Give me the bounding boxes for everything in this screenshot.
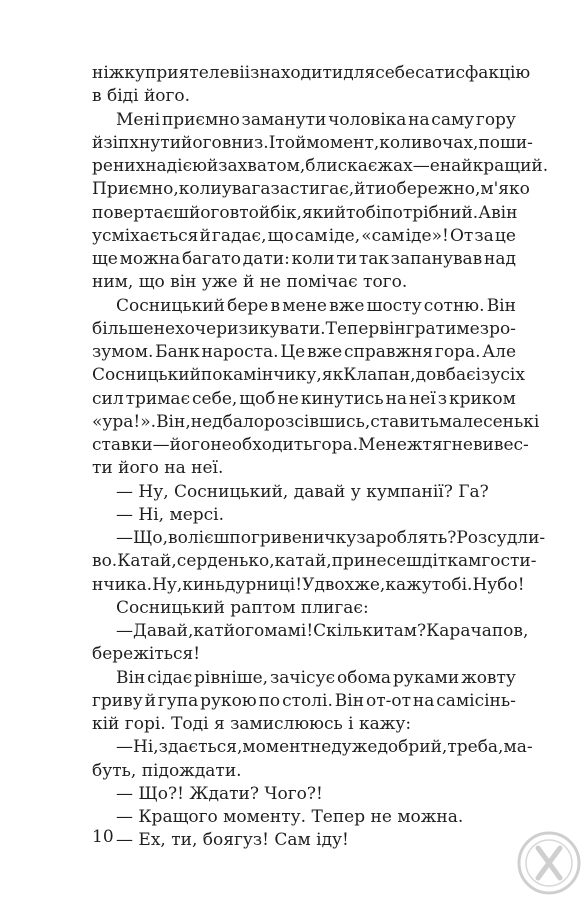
- word: це: [494, 225, 516, 246]
- word: гратиме: [405, 318, 480, 339]
- word: його: [188, 202, 230, 223]
- word: там?: [384, 621, 427, 641]
- word: застигає,: [270, 179, 355, 200]
- word: на: [412, 690, 435, 711]
- word: волієш: [168, 528, 230, 548]
- word: його: [223, 621, 265, 641]
- word: ще: [92, 249, 118, 269]
- text-line: буть, підождати.: [92, 760, 242, 781]
- word: й: [354, 179, 366, 200]
- word: —: [116, 528, 133, 548]
- word: Катай,: [117, 551, 177, 572]
- word: з: [479, 318, 490, 339]
- word: самісінь-: [436, 690, 516, 711]
- watermark-logo-icon: [516, 830, 582, 896]
- word: —: [116, 737, 133, 758]
- word: Сосницький: [92, 365, 201, 386]
- word: шосту: [366, 295, 422, 316]
- word: найкращий.: [439, 156, 549, 176]
- word: малесенькі: [438, 411, 540, 432]
- word: ставить: [370, 411, 439, 432]
- word: Сосницький: [116, 295, 225, 316]
- word: кинутись: [300, 388, 384, 409]
- word: Мені: [116, 109, 161, 130]
- word: мамі!: [264, 621, 314, 641]
- word: бере: [227, 295, 269, 316]
- text-line: [92, 736, 533, 759]
- word: жовту: [461, 667, 516, 688]
- text-line: [92, 388, 516, 411]
- word: щоб: [239, 388, 276, 409]
- word: Удвох: [302, 574, 355, 595]
- word: усіх: [490, 365, 525, 386]
- text-line: [92, 434, 529, 457]
- word: руками: [392, 667, 460, 688]
- text-line: [92, 155, 549, 178]
- word: бік,: [270, 202, 302, 223]
- text-line: [92, 411, 540, 434]
- word: —: [412, 156, 430, 176]
- word: обходить: [231, 435, 313, 455]
- word: нчика.: [92, 574, 153, 595]
- word: кат: [193, 621, 224, 641]
- text-line: [92, 248, 516, 271]
- word: серденько,: [176, 551, 275, 572]
- word: недбало: [190, 411, 264, 432]
- word: принесеш: [331, 551, 423, 572]
- word: добрий,: [377, 737, 448, 758]
- word: «сам: [361, 225, 405, 246]
- word: не: [210, 435, 232, 455]
- word: по: [200, 365, 223, 386]
- word: сил: [92, 388, 124, 409]
- word: зумом.: [92, 342, 154, 362]
- text-line: [92, 62, 531, 85]
- word: що: [267, 225, 294, 246]
- word: чоловіка: [328, 109, 407, 130]
- word: гриву: [92, 690, 143, 711]
- text-line: [92, 109, 516, 132]
- word: неї: [408, 388, 436, 409]
- text-line: [92, 178, 530, 201]
- word: іде»!: [405, 225, 449, 246]
- word: дуже: [331, 737, 378, 758]
- word: Ну,: [152, 574, 183, 595]
- word: увага: [221, 179, 271, 200]
- word: як: [321, 365, 344, 386]
- word: обома: [337, 667, 392, 688]
- word: Приємно,: [92, 179, 179, 200]
- word: для: [343, 63, 376, 83]
- text-line: — Що?! Ждати? Чого?!: [116, 783, 323, 804]
- word: і: [244, 63, 251, 83]
- text-line: [92, 690, 516, 713]
- word: Він,: [156, 411, 191, 432]
- word: більше: [92, 318, 154, 339]
- word: над: [483, 249, 516, 269]
- word: Він: [486, 295, 516, 316]
- word: вже: [329, 295, 365, 316]
- text-line: [92, 132, 533, 155]
- text-line: — Ні, мерсі.: [116, 504, 225, 525]
- word: запанував: [390, 249, 483, 269]
- word: ти: [336, 249, 358, 269]
- text-line: [92, 620, 529, 643]
- word: на: [385, 388, 408, 409]
- word: ж: [406, 435, 423, 455]
- word: тобі.: [431, 574, 473, 595]
- word: той: [275, 132, 307, 153]
- word: катай,: [274, 551, 332, 572]
- word: «ура!».: [92, 411, 157, 432]
- word: довбає: [415, 365, 476, 386]
- word: по: [258, 690, 281, 711]
- word: розсівшись,: [264, 411, 371, 432]
- word: гости-: [481, 551, 537, 572]
- page-number: 10: [92, 827, 114, 847]
- word: на: [408, 109, 430, 130]
- word: коли: [291, 249, 335, 269]
- word: Ну: [472, 574, 498, 595]
- word: приємно: [161, 109, 240, 130]
- text-line: Сосницький раптом плигає:: [116, 597, 369, 618]
- word: Банк: [155, 342, 200, 362]
- word: зачісує: [269, 667, 336, 688]
- word: надією: [145, 156, 207, 176]
- word: не: [153, 318, 176, 339]
- word: ставки: [92, 435, 153, 455]
- word: в: [270, 295, 281, 316]
- word: мене: [282, 295, 327, 316]
- word: треба,: [447, 737, 504, 758]
- text-line: [92, 295, 516, 318]
- word: справжня: [344, 342, 434, 362]
- word: вже: [306, 342, 343, 362]
- word: ма-: [503, 737, 533, 758]
- word: Але: [482, 342, 516, 362]
- word: його: [181, 132, 222, 153]
- word: момент,: [306, 132, 380, 153]
- word: Тепер: [325, 318, 380, 339]
- word: себе: [375, 63, 416, 83]
- word: так: [358, 249, 389, 269]
- word: от-от: [365, 690, 411, 711]
- word: момент: [242, 737, 310, 758]
- word: й: [199, 225, 211, 246]
- word: е: [429, 156, 440, 176]
- word: не: [309, 737, 332, 758]
- word: ти: [365, 179, 387, 200]
- word: ризикувати.: [216, 318, 326, 339]
- word: вивес-: [472, 435, 529, 455]
- word: коли: [178, 179, 222, 200]
- word: во.: [92, 551, 118, 572]
- word: в: [229, 202, 240, 223]
- text-line: ним, що він уже й не помічає того.: [92, 272, 408, 293]
- word: Карачапов,: [426, 621, 529, 641]
- word: багато: [181, 249, 241, 269]
- word: кажу: [385, 574, 432, 595]
- word: поши-: [478, 132, 533, 153]
- text-line: [92, 318, 516, 341]
- word: і: [475, 365, 482, 386]
- word: же,: [354, 574, 386, 595]
- word: який: [301, 202, 346, 223]
- text-line: [92, 550, 537, 573]
- word: гадає,: [211, 225, 267, 246]
- word: —: [152, 435, 170, 455]
- word: А: [478, 202, 492, 223]
- word: м'яко: [480, 179, 530, 200]
- word: Він: [334, 690, 365, 711]
- word: зіпхнути: [103, 132, 182, 153]
- word: ніжку: [92, 63, 146, 83]
- word: усміхається: [92, 225, 199, 246]
- text-line: [92, 225, 516, 248]
- word: очах,: [431, 132, 479, 153]
- word: здається,: [158, 737, 243, 758]
- word: приятелеві: [145, 63, 245, 83]
- word: блискає: [305, 156, 378, 176]
- text-line: [92, 667, 516, 690]
- word: з: [437, 388, 448, 409]
- word: з: [481, 365, 491, 386]
- word: рукою: [200, 690, 257, 711]
- word: він: [379, 318, 406, 339]
- word: рівніше,: [194, 667, 269, 688]
- word: не: [277, 388, 299, 409]
- word: він: [491, 202, 518, 223]
- word: саму: [431, 109, 475, 130]
- text-line: — Ну, Сосницький, давай у кумпанії? Га?: [116, 481, 489, 502]
- word: сідає: [147, 667, 193, 688]
- text-line: [92, 364, 525, 387]
- word: тягне: [422, 435, 473, 455]
- text-line: [92, 202, 516, 225]
- word: Давай,: [133, 621, 194, 641]
- word: дати:: [242, 249, 290, 269]
- text-line: кій горі. Тоді я замислююсь і кажу:: [92, 714, 412, 734]
- word: сам: [294, 225, 328, 246]
- word: діткам: [422, 551, 482, 572]
- word: іде,: [328, 225, 361, 246]
- word: кинь: [182, 574, 225, 595]
- text-line: [92, 341, 516, 364]
- word: в: [422, 132, 432, 153]
- word: коли: [379, 132, 423, 153]
- word: можна: [119, 249, 181, 269]
- word: тобі: [345, 202, 382, 223]
- word: гупа: [157, 690, 199, 711]
- word: гору: [475, 109, 516, 130]
- word: гривеничку: [251, 528, 357, 548]
- word: вниз.: [221, 132, 269, 153]
- word: гора.: [434, 342, 481, 362]
- word: І: [268, 132, 276, 153]
- text-line: [92, 527, 546, 550]
- word: Що,: [133, 528, 169, 548]
- word: заманути: [241, 109, 327, 130]
- word: по: [229, 528, 251, 548]
- body-text: [92, 62, 549, 853]
- word: бо!: [497, 574, 525, 595]
- word: Клапан,: [343, 365, 416, 386]
- text-line: [92, 574, 525, 597]
- text-line: — Кращого моменту. Тепер не можна.: [116, 807, 464, 827]
- word: Ні,: [133, 737, 159, 758]
- word: —: [116, 621, 133, 641]
- word: жах: [377, 156, 413, 176]
- word: й: [92, 132, 104, 153]
- word: камінчику,: [222, 365, 322, 386]
- word: столі.: [282, 690, 333, 711]
- word: Він: [116, 667, 146, 688]
- word: рених: [92, 156, 146, 176]
- word: той: [239, 202, 271, 223]
- word: нароста.: [201, 342, 279, 362]
- word: обережно,: [386, 179, 481, 200]
- text-line: в біді його.: [92, 86, 191, 107]
- word: за: [474, 225, 494, 246]
- word: його: [169, 435, 211, 455]
- word: тримає: [125, 388, 191, 409]
- word: себе,: [192, 388, 238, 409]
- text-line: бережіться!: [92, 644, 201, 665]
- word: хоче: [175, 318, 217, 339]
- word: криком: [448, 388, 516, 409]
- word: потрібний.: [381, 202, 479, 223]
- word: захватом,: [218, 156, 306, 176]
- word: Мене: [358, 435, 407, 455]
- word: ро-: [489, 318, 516, 339]
- word: сотню.: [423, 295, 485, 316]
- word: повертаєш: [92, 202, 189, 223]
- word: й: [144, 690, 156, 711]
- word: й: [206, 156, 219, 176]
- word: Скільки: [313, 621, 385, 641]
- word: От: [449, 225, 474, 246]
- word: сатисфакцію: [415, 63, 531, 83]
- word: гора.: [312, 435, 359, 455]
- word: зароблять?: [356, 528, 457, 548]
- word: Розсудли-: [456, 528, 546, 548]
- text-line: — Ех, ти, боягуз! Сам іду!: [116, 830, 349, 851]
- text-line: ти його на неї.: [92, 458, 224, 479]
- word: знаходити: [250, 63, 344, 83]
- word: дурниці!: [224, 574, 303, 595]
- word: Це: [280, 342, 306, 362]
